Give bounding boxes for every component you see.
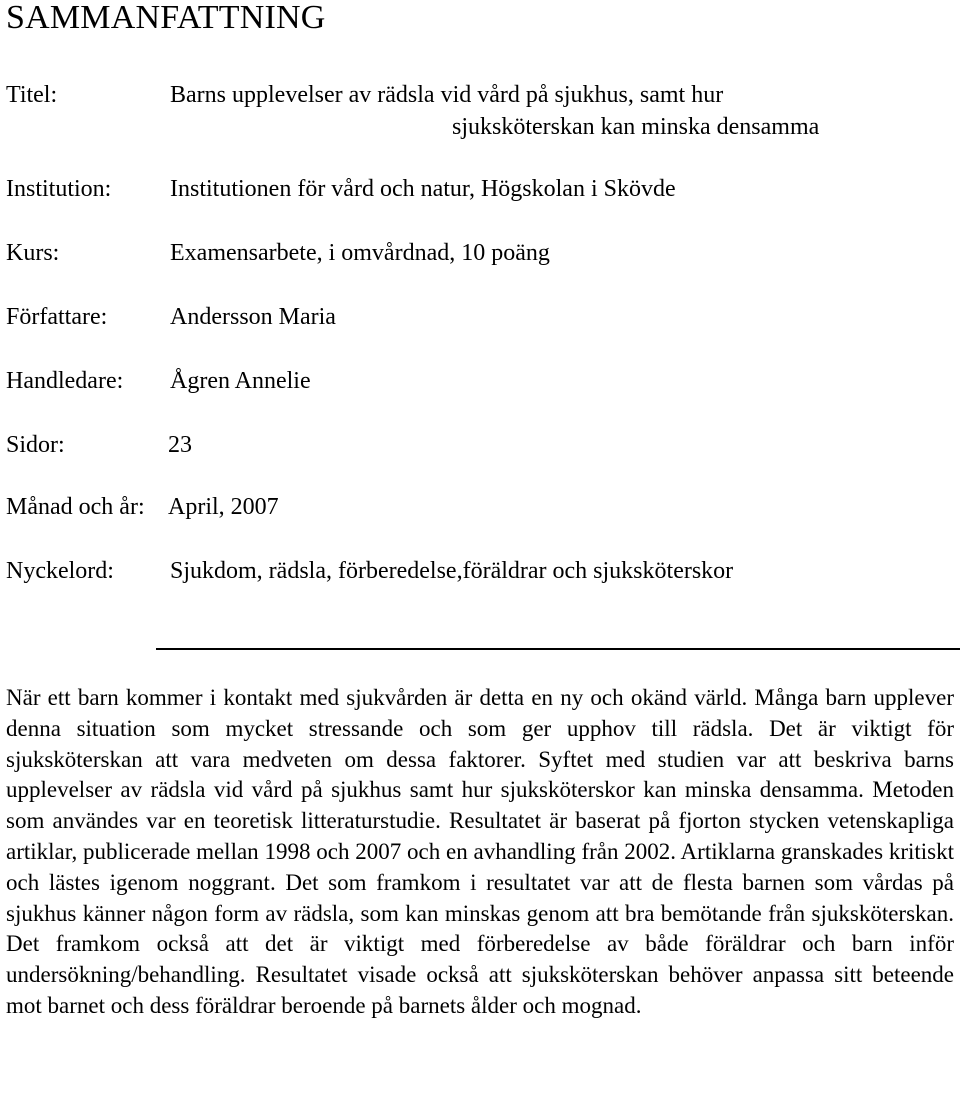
pages-value: 23 bbox=[168, 432, 192, 458]
abstract-paragraph: När ett barn kommer i kontakt med sjukvården är detta en ny och okänd värld. Många barn upplever denna situation som mycket stressande och som ger upphov till rädsla. Det är viktigt för sjuksköterskan att vara medveten om dessa faktorer. Syftet med studien var att beskriva barns upplevelser av rädsla vid vård på sjukhus samt hur sjuksköterskor kan minska densamma. Metoden som användes var en teoretisk litteraturstudie. Resultatet är baserat på fjorton stycken vetenskapliga artiklar, publicerade mellan 1998 och 2007 och en avhandling från 2002. Artiklarna granskades kritiskt och lästes igenom noggrant. Det som framkom i resultatet var att de flesta barnen som vårdas på sjukhus känner någon form av rädsla, som kan minskas genom att bra bemötande från sjuksköterskan. Det framkom också att det är viktigt med förberedelse av både föräldrar och barn inför undersökning/behandling. Resultatet visade också att sjuksköterskan behöver anpassa sitt beteende mot barnet och dess föräldrar beroende på barnets ålder och mognad. bbox=[6, 685, 954, 1018]
title-label: Titel: bbox=[6, 82, 58, 108]
month-year-value: April, 2007 bbox=[168, 494, 279, 520]
course-label: Kurs: bbox=[6, 240, 60, 266]
page-heading: SAMMANFATTNING bbox=[6, 0, 326, 36]
section-divider bbox=[156, 648, 960, 650]
keywords-value: Sjukdom, rädsla, förberedelse,föräldrar och sjuksköterskor bbox=[170, 558, 734, 584]
pages-label: Sidor: bbox=[6, 432, 65, 458]
title-value-line2: sjuksköterskan kan minska densamma bbox=[452, 114, 820, 140]
institution-label: Institution: bbox=[6, 176, 112, 202]
supervisor-value: Ågren Annelie bbox=[170, 368, 311, 394]
supervisor-label: Handledare: bbox=[6, 368, 124, 394]
author-label: Författare: bbox=[6, 304, 108, 330]
institution-value: Institutionen för vård och natur, Högskolan i Skövde bbox=[170, 176, 676, 202]
title-value-line1: Barns upplevelser av rädsla vid vård på sjukhus, samt hur bbox=[170, 82, 724, 108]
keywords-label: Nyckelord: bbox=[6, 558, 114, 584]
month-year-label: Månad och år: bbox=[6, 494, 145, 520]
course-value: Examensarbete, i omvårdnad, 10 poäng bbox=[170, 240, 550, 266]
author-value: Andersson Maria bbox=[170, 304, 336, 330]
